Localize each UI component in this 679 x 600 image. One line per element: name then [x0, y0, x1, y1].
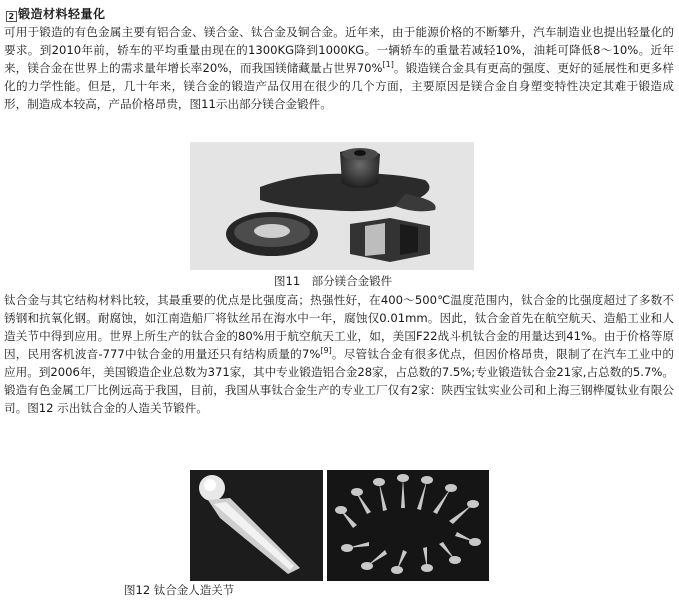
paragraph-text-continued: 。尽管钛合金有很多优点，但因价格昂贵，限制了在汽车工业中的应用。到2006年，美国锻造企业总数为371家，其中专业锻造铝合金28家，占总数的7.5%;专业锻造钛合金21家,占总数的5.7%。锻造有色金属工厂比例远高于我国，目前，我国从事钛合金生产的专业工厂仅有2家：陕西宝钛实业公司和上海三钢桦厦钛业有限公司。图12 示出钛合金的人造关节锻件。	[4, 347, 674, 415]
reference-link[interactable]: [9]	[320, 346, 332, 355]
magnesium-forgings-photo	[190, 142, 474, 270]
figure-caption: 图12 钛合金人造关节	[124, 583, 235, 597]
reference-link[interactable]: [1]	[382, 60, 394, 69]
paragraph-text: 钛合金与其它结构材料比较，其最重要的优点是比强度高；热强性好，在400～500℃温度范围内，钛合金的比强度超过了多数不锈钢和抗氧化钢。耐腐蚀，如江南造船厂将钛丝吊在海水中一年，腐蚀仅0.01mm。因此，钛合金首先在航空航天、造船工业和人造关节中得到应用。世界上所生产的钛合金的80%用于航空航天工业，如，美国F22战斗机钛合金的用量达到41%。由于价格等原因，民用客机波音-777中钛合金的用量还只有结构质量的7%	[4, 293, 674, 361]
paragraph-titanium	[4, 291, 674, 417]
section-title: 锻造材料轻量化	[18, 7, 106, 21]
paragraph-text: 可用于锻造的有色金属主要有铝合金、镁合金、钛合金及铜合金。近年来，由于能源价格的不断攀升，汽车制造业也提出轻量化的要求。到2010年前，轿车的平均重量由现在的1300KG降到1000KG。一辆轿车的重量若减轻10%，油耗可降低8～10%。近年来，镁合金在世界上的需求量年增长率20%，而我国镁储藏量占世界70%	[4, 25, 674, 75]
artificial-joint-photo	[190, 470, 323, 581]
figure-caption: 图11 部分镁合金锻件	[274, 274, 393, 288]
paragraph-magnesium	[4, 23, 674, 113]
paragraph-text-continued: 。锻造镁合金具有更高的强度、更好的延展性和更多样化的力学性能。但是，几十年来，镁合金的锻造产品仅用在很少的几个方面，主要原因是镁合金自身塑变特性决定其难于锻造成形，制造成本较高，产品价格昂贵，图11示出部分镁合金锻件。	[4, 61, 674, 111]
section-heading	[6, 5, 106, 22]
section-number: 2	[6, 11, 17, 22]
titanium-stems-photo	[327, 470, 489, 581]
